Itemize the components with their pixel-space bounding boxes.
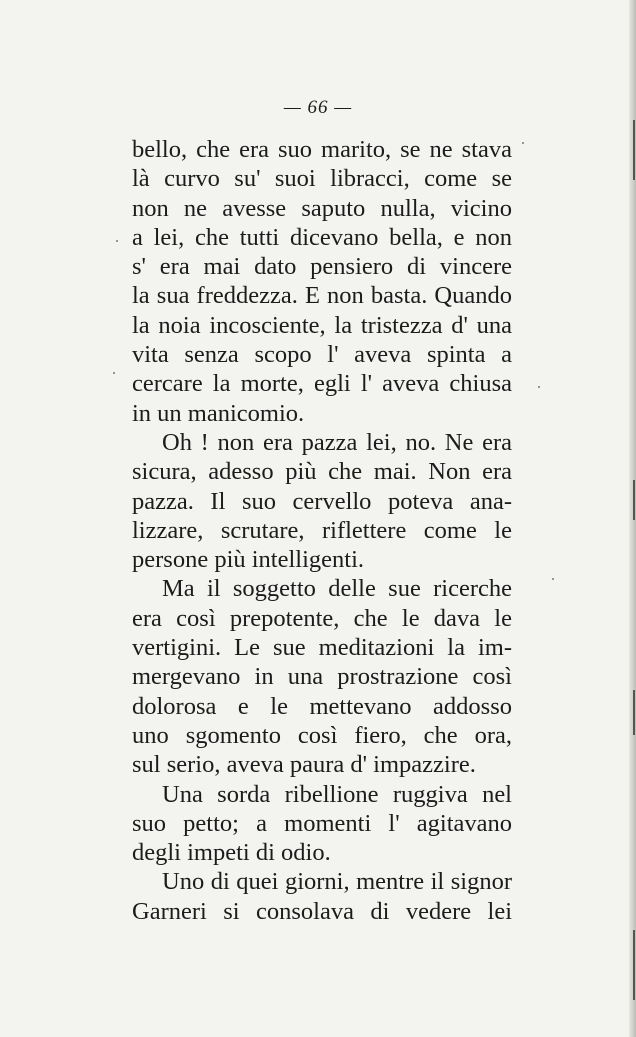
paragraph [132,135,512,428]
text-line: bello, che era suo marito, se ne stava [132,136,512,163]
text-line: là curvo su' suoi libracci, come se [132,165,512,193]
edge-mark [633,930,635,1000]
paper-speck [113,372,115,374]
text-line: degli impeti di odio. [132,839,331,867]
paper-speck [538,386,540,388]
body-text [132,135,512,926]
text-line: era così prepotente, che le dava le [132,604,512,632]
text-line: Una sorda ribellione ruggiva nel [162,780,512,808]
paragraph [132,574,512,779]
text-line: dolorosa e le mettevano addosso [132,692,512,720]
edge-mark [633,690,635,735]
text-line: uno sgomento così fiero, che ora, [132,721,512,749]
text-line: cercare la morte, egli l' aveva chiusa [132,370,512,398]
paper-speck [116,240,118,242]
text-line: persone più intelligenti. [132,546,365,574]
text-line: vita senza scopo l' aveva spinta a [132,341,512,369]
text-line: Oh ! non era pazza lei, no. Ne era [162,428,512,456]
text-line: a lei, che tutti dicevano bella, e non [132,223,512,251]
text-line: la noia incosciente, la tristezza d' una [132,311,512,339]
text-line: lizzare, scrutare, riflettere come le [132,516,512,544]
text-line: la sua freddezza. E non basta. Quando [132,282,512,310]
text-line: Uno di quei giorni, mentre il signor [162,868,512,896]
text-line: sicura, adesso più che mai. Non era [132,458,512,486]
text-line: suo petto; a momenti l' agitavano [132,809,512,837]
paragraph [132,428,512,574]
edge-mark [633,120,635,180]
text-line: sul serio, aveva paura d' impazzire. [132,751,476,779]
text-line: vertigini. Le sue meditazioni la im- [132,634,512,662]
page-edge-shadow [629,0,636,1037]
text-line: Garneri si consolava di vedere lei [132,897,512,925]
paragraph [132,780,512,868]
edge-mark [633,480,635,520]
text-line: non ne avesse saputo nulla, vicino [132,194,512,222]
text-line: in un manicomio. [132,399,305,427]
text-line: pazza. Il suo cervello poteva ana- [132,487,512,515]
text-line: mergevano in una prostrazione così [132,663,512,691]
paper-speck [552,578,554,580]
page-number: — 66 — [283,97,353,118]
paper-speck [522,142,524,144]
text-line: Ma il soggetto delle sue ricerche [162,575,512,603]
paragraph [132,867,512,926]
text-line: s' era mai dato pensiero di vincere [132,253,512,281]
